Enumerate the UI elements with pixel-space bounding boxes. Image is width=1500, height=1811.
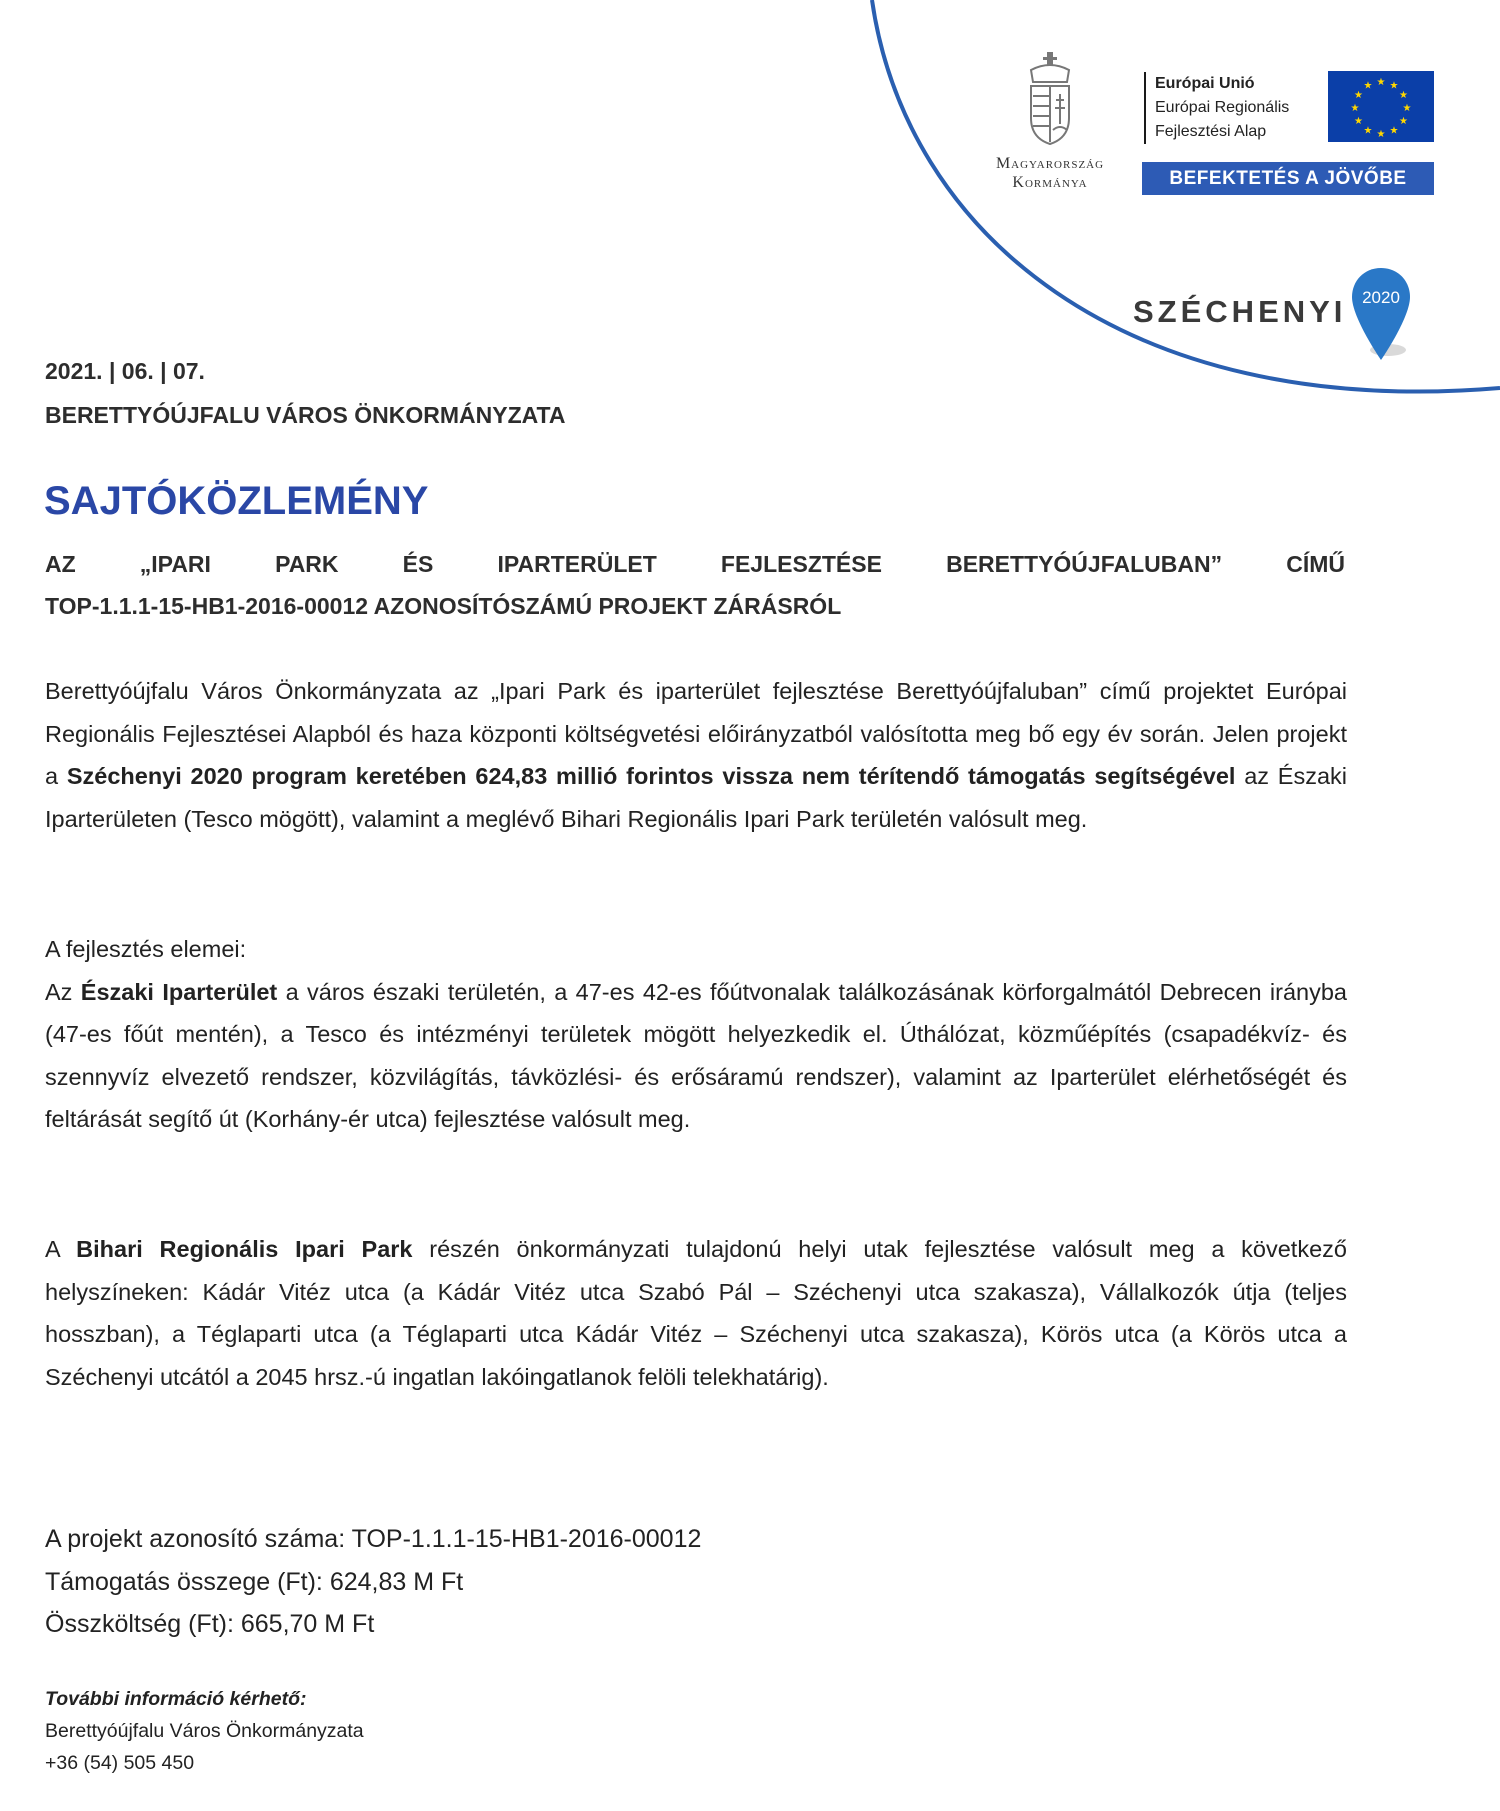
date: 2021. | 06. | 07.: [45, 358, 205, 384]
svg-text:★: ★: [1402, 103, 1412, 114]
subtitle-line1: AZ „IPARI PARK ÉS IPARTERÜLET FEJLESZTÉSE BERETTYÓÚJFALUBAN” CÍMŰ: [45, 551, 1345, 577]
svg-text:★: ★: [1350, 103, 1360, 114]
contact-phone: +36 (54) 505 450: [45, 1752, 195, 1774]
p2-text-bold: Északi Iparterület: [80, 978, 278, 1005]
page-title: SAJTÓKÖZLEMÉNY: [44, 479, 429, 523]
eu-fund-text: [1155, 72, 1289, 144]
svg-text:★: ★: [1354, 116, 1363, 127]
p3-text-a: A: [45, 1236, 77, 1262]
svg-text:★: ★: [1363, 80, 1373, 92]
eu-line3: Fejlesztési Alap: [1155, 123, 1267, 140]
paragraph-intro: [45, 670, 1347, 840]
organization: BERETTYÓÚJFALU VÁROS ÖNKORMÁNYZATA: [45, 402, 566, 428]
svg-text:★: ★: [1363, 125, 1373, 137]
p2-intro: A fejlesztés elemei:: [45, 936, 247, 962]
project-facts: [45, 1518, 701, 1646]
contact-heading: További információ kérhető:: [45, 1688, 307, 1710]
logo-divider: [1144, 72, 1146, 144]
hungarian-government-logo: [975, 52, 1125, 192]
svg-text:★: ★: [1354, 90, 1363, 101]
svg-text:★: ★: [1389, 125, 1399, 137]
gov-name-line2: Kormánya: [1012, 174, 1088, 191]
invest-in-future-banner: BEFEKTETÉS A JÖVŐBE: [1142, 162, 1434, 195]
p1-text-a: Berettyóújfalu Város Önkormányzata az „Ipari Park és iparterület fejlesztése Berettyóújfaluban” című projektet Európai Regionális Fejlesztései Alapból és haza központi költségvetési előirányzatból valósította meg bő egy év során. Jelen projekt a: [45, 678, 1347, 789]
fact-project-id: A projekt azonosító száma: TOP-1.1.1-15-HB1-2016-00012: [45, 1525, 702, 1553]
szechenyi-year: 2020: [1362, 288, 1401, 307]
eu-line1: Európai Unió: [1155, 75, 1255, 92]
eu-flag-icon: [1328, 71, 1434, 142]
contact-organization: Berettyóújfalu Város Önkormányzata: [45, 1720, 364, 1742]
coat-of-arms-icon: [1025, 52, 1075, 146]
svg-text:★: ★: [1389, 80, 1399, 92]
contact-info: [45, 1683, 364, 1779]
paragraph-bihari-industrial-park: [45, 1228, 1347, 1398]
p3-text-bold: Bihari Regionális Ipari Park: [76, 1236, 413, 1262]
gov-name-line1: Magyarország: [995, 155, 1105, 172]
szechenyi-word: SZÉCHENYI: [1133, 294, 1347, 329]
p1-text-c: az Északi Iparterületen (Tesco mögött), valamint a meglévő Bihari Regionális Ipari Park területén valósult meg.: [45, 763, 1347, 832]
p1-text-bold: Széchenyi 2020 program keretében 624,83 millió forintos vissza nem térítendő támogatás segítségével: [66, 763, 1236, 789]
subtitle-line2: TOP-1.1.1-15-HB1-2016-00012 AZONOSÍTÓSZÁMÚ PROJEKT ZÁRÁSRÓL: [45, 593, 842, 619]
svg-text:★: ★: [1399, 116, 1408, 127]
p3-text-c: részén önkormányzati tulajdonú helyi utak fejlesztése valósult meg a következő helyszíneken: Kádár Vitéz utca (a Kádár Vitéz utca Szabó Pál – Széchenyi utca szakasza), Vállalkozók útja (teljes hosszban), a Téglaparti utca (a Téglaparti utca Kádár Vitéz – Széchenyi utca szakasza), Körös utca (a Körös utca a Széchenyi utcától a 2045 hrsz.-ú ingatlan lakóingatlanok felöli telekhatárig).: [45, 1236, 1347, 1390]
map-pin-icon: [1350, 266, 1412, 366]
subtitle: [45, 543, 1345, 627]
svg-text:★: ★: [1399, 90, 1408, 101]
fact-total-cost: Összköltség (Ft): 665,70 M Ft: [45, 1610, 375, 1638]
p2-text-a: Az: [45, 978, 81, 1005]
svg-text:★: ★: [1376, 77, 1386, 88]
eu-line2: Európai Regionális: [1155, 99, 1290, 116]
p2-text-c: a város északi területén, a 47-es 42-es főútvonalak találkozásának körforgalmától Debrecen irányba (47-es főút mentén), a Tesco és intézményi területek mögött helyezkedik el. Úthálózat, közműépítés (csapadékvíz- és szennyvíz elvezető rendszer, közvilágítás, távközlési- és erősáramú rendszer), valamint az Iparterület elérhetőségét és feltárását segítő út (Korhány-ér utca) fejlesztése valósult meg.: [45, 978, 1347, 1132]
fact-support-amount: Támogatás összege (Ft): 624,83 M Ft: [45, 1567, 464, 1596]
szechenyi-2020-logo: [1133, 258, 1412, 366]
paragraph-north-industrial-area: [45, 928, 1347, 1141]
svg-text:★: ★: [1376, 129, 1386, 140]
